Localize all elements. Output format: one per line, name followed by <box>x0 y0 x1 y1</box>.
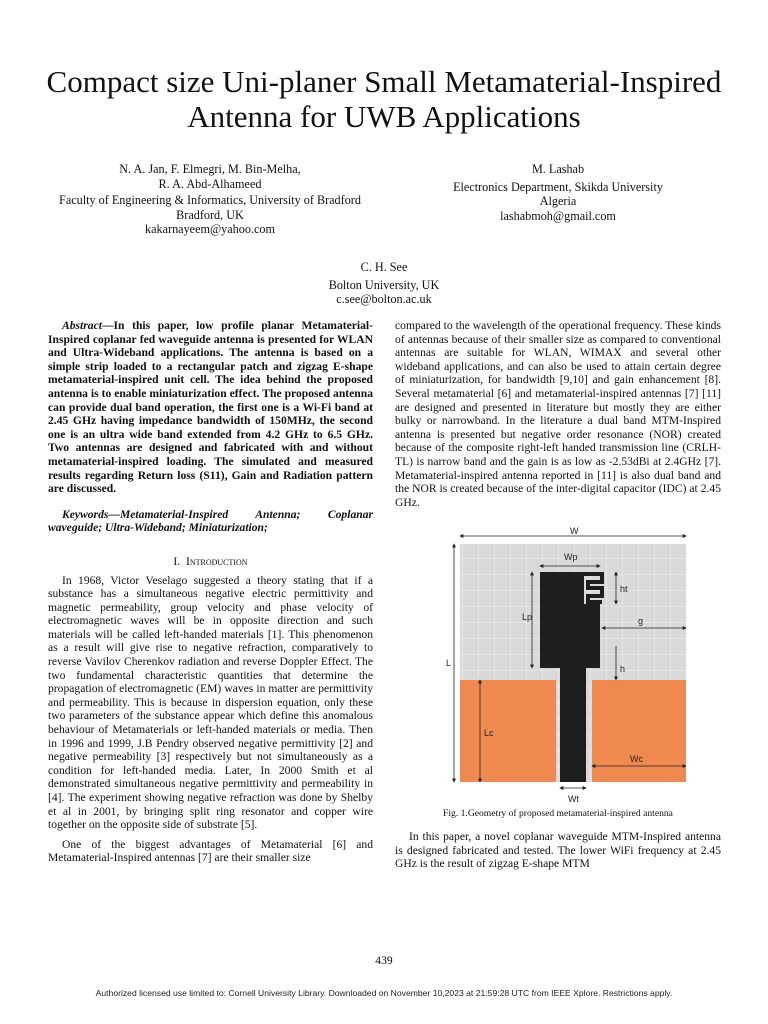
figure-caption: Fig. 1.Geometry of proposed metamaterial-inspired antenna <box>443 808 673 819</box>
abstract-label: Abstract <box>62 319 102 332</box>
left-column <box>48 319 373 865</box>
author-names: M. Lashab <box>531 162 585 176</box>
right-paragraph-2: In this paper, a novel coplanar waveguide MTM-Inspired antenna is designed fabricated and tested. The lower WiFi frequency at 2.45 GHz is the result of zigzag E-shape MTM <box>395 830 721 871</box>
author-block-1 <box>40 162 380 237</box>
label-wt: Wt <box>568 794 579 804</box>
keywords-label: Keywords <box>62 507 109 521</box>
label-lc: Lc <box>484 728 494 738</box>
page-number: 439 <box>375 954 393 967</box>
label-wc: Wc <box>630 754 643 764</box>
label-g: g <box>638 616 644 626</box>
author-names: C. H. See <box>360 260 408 274</box>
author-email: lashabmoh@gmail.com <box>500 208 616 223</box>
section-heading: I. Introduction <box>173 554 248 568</box>
author-email: c.see@bolton.ac.uk <box>336 292 432 306</box>
abstract: Abstract—In this paper, low profile planar Metamaterial-Inspired coplanar fed waveguide antenna is presented for WLAN and Ultra-Wideband applications. The antenna is based on a simple strip loaded to a rectangular patch and zigzag E-shape metamaterial-inspired unit cell. The idea behind the proposed antenna is to enable miniaturization effect. The proposed antenna can provide dual band operation, the first one is a Wi-Fi band at 2.45 GHz having impedance bandwidth of 150MHz, the second one is an ultra wide band extended from 4.2 GHz to 6.5 GHz. Two antennas are designed and fabricated with and without metamaterial-inspired loading. The simulated and measured results regarding Return loss (S11), Gain and Radiation pattern are discussed. <box>48 319 373 496</box>
author-email: kakarnayeem@yahoo.com <box>145 222 275 236</box>
right-column-top <box>395 319 721 509</box>
author-names: N. A. Jan, F. Elmegri, M. Bin-Melha, <box>119 162 301 176</box>
author-affiliation: Bradford, UK <box>176 207 244 222</box>
label-ht: ht <box>620 584 628 594</box>
keywords-text: Metamaterial-Inspired Antenna; Coplanar waveguide; Ultra-Wideband; Miniaturization; <box>48 507 373 535</box>
ground-plane-left <box>460 680 556 782</box>
author-names: R. A. Abd-Alhameed <box>158 176 262 191</box>
feed-line <box>560 666 586 782</box>
antenna-geometry-figure <box>446 526 696 810</box>
rectangular-patch <box>540 604 600 668</box>
right-column-bottom <box>395 830 721 871</box>
author-affiliation: Electronics Department, Skikda University <box>453 179 663 194</box>
keywords: Keywords—Metamaterial-Inspired Antenna; Coplanar waveguide; Ultra-Wideband; Miniaturization; <box>48 507 373 535</box>
intro-paragraph-1: In 1968, Victor Veselago suggested a theory stating that if a substance has a simultaneous negative electric permittivity and magnetic permeability, group velocity and phase velocity of electromagnetic waves will be in opposite direction and such materials will be called left-handed materials [1]. This phenomenon as a result will give rise to negative refraction, comparatively to reverse Vavilov Cherenkov radiation and reverse Doppler Effect. The two fundamental characteristic quantities that determine the propagation of electromagnetic (EM) waves in matter are permittivity and permeability. This is because in dispersion equation, only these two parameters of the substance appear which define this anomalous behaviour of Metamaterials or left-handed materials or media. Then in 1996 and 1999, J.B Pendry observed negative permittivity [2] and negative permeability [3] respectively but not simultaneously as a condition for left-handed media. Later, In 2000 Smith et al demonstrated simultaneous negative permittivity and permeability in [4]. The experiment showing negative refraction was done by Shelby et al in 2001, by bringing split ring resonator and copper wire together on the opposite side of substrate [5]. <box>48 573 373 832</box>
author-affiliation: Algeria <box>539 194 577 208</box>
abstract-text: In this paper, low profile planar Metamaterial-Inspired coplanar fed waveguide antenna is presented for WLAN and Ultra-Wideband applications. The antenna is based on a simple strip loaded to a rectangular patch and zigzag E-shape metamaterial-inspired unit cell. The idea behind the proposed antenna is to enable miniaturization effect. The proposed antenna can provide dual band operation, the first one is a Wi-Fi band at 2.45 GHz having impedance bandwidth of 150MHz, the second one is an ultra wide band extended from 4.2 GHz to 6.5 GHz. Two antennas are designed and fabricated with and without metamaterial-inspired loading. The simulated and measured results regarding Return loss (S11), Gain and Radiation pattern are discussed. <box>48 319 373 496</box>
author-affiliation: Bolton University, UK <box>328 277 440 292</box>
label-l: L <box>446 658 452 668</box>
author-block-3 <box>234 260 534 307</box>
label-h: h <box>620 664 626 674</box>
footer-notice: Authorized licensed use limited to: Cornell University Library. Downloaded on November 10,2023 at 21:59:28 UTC from IEEE Xplore. Restrictions apply. <box>95 988 673 998</box>
label-lp: Lp <box>522 612 533 622</box>
label-w: W <box>570 526 579 536</box>
author-affiliation: Faculty of Engineering & Informatics, University of Bradford <box>59 193 361 207</box>
paper-title: Compact size Uni-planer Small Metamaterial-Inspired Antenna for UWB Applications <box>46 64 722 134</box>
ground-plane-right <box>592 680 686 782</box>
intro-paragraph-2: One of the biggest advantages of Metamaterial [6] and Metamaterial-Inspired antennas [7] are their smaller size <box>48 837 373 865</box>
label-wp: Wp <box>564 552 578 562</box>
loaded-strip <box>540 572 584 604</box>
section-title: Introduction <box>185 554 248 568</box>
right-paragraph-1: compared to the wavelength of the operational frequency. These kinds of antennas because of their smaller size as compared to conventional antennas are suitable for WLAN, WIMAX and several other wideband applications, and can also be used to attain certain degree of miniaturization, for bandwidth [9,10] and gain enhancement [8]. Several metamaterial [6] and metamaterial-inspired antennas [7] [11] are designed and presented in literature but mostly they are either bulky or narrowband. In the literature a dual band MTM-Inspired antenna is presented but negative order resonance (NOR) created because of the composite right-left handed transmission line (CRLH-TL) is narrow band and the gain is as low as -2.53dBi at 2.4GHz [7]. Metamaterial-inspired antenna reported in [11] is also dual band and the NOR is created because of the inter-digital capacitor (IDC) at 2.45 GHz. <box>395 319 721 509</box>
author-block-2 <box>400 162 716 223</box>
